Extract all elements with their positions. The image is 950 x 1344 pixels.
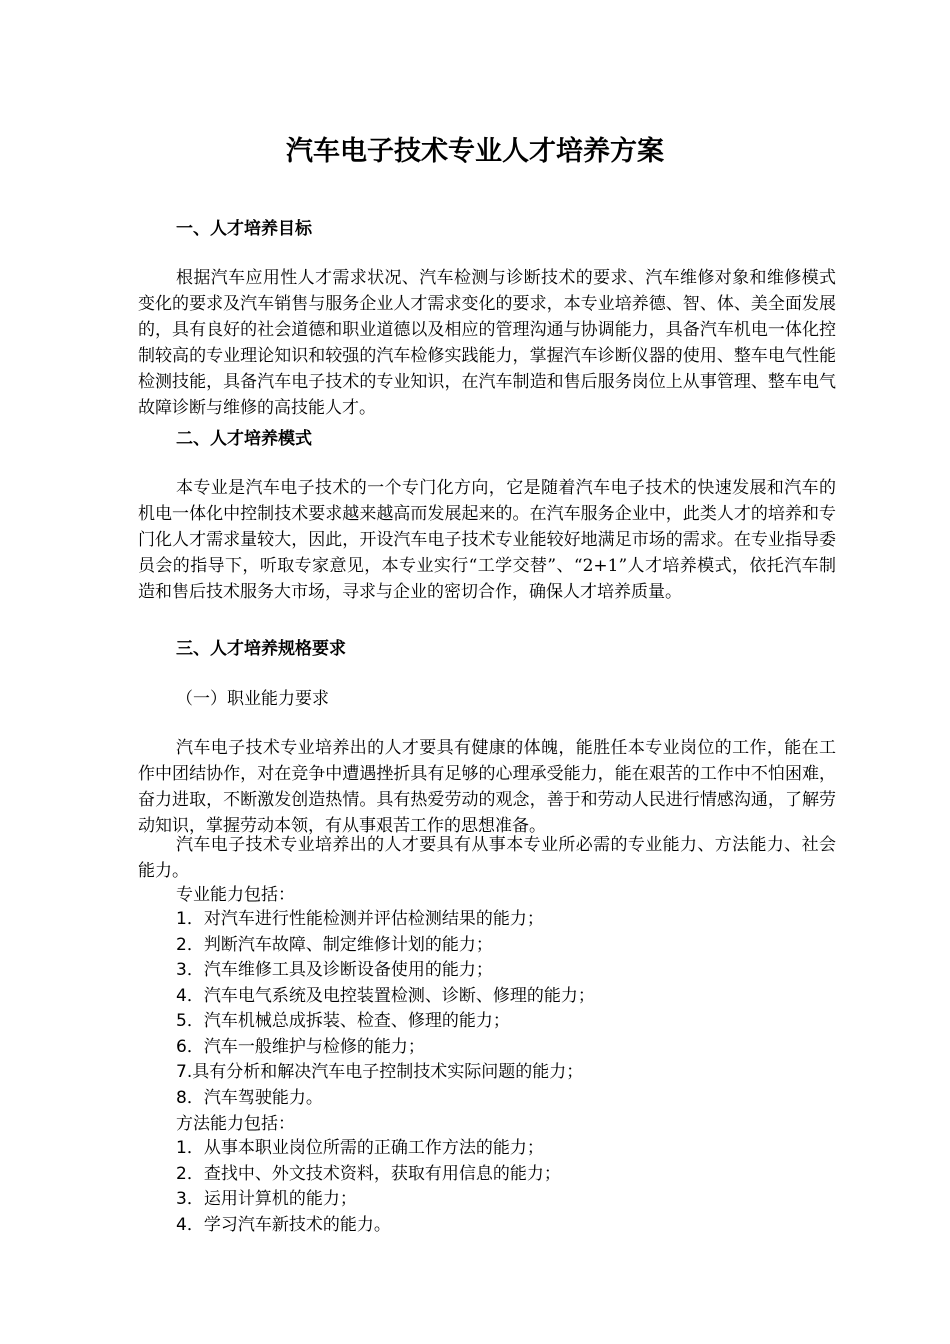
section-heading-training-mode: 二、人才培养模式	[176, 429, 312, 449]
list-item: 7.具有分析和解决汽车电子控制技术实际问题的能力；	[176, 1062, 584, 1082]
section-heading-training-goal: 一、人才培养目标	[176, 219, 312, 239]
professional-ability-label: 专业能力包括：	[176, 885, 295, 905]
list-item: 5．汽车机械总成拆装、检查、修理的能力；	[176, 1011, 510, 1031]
list-item: 3．运用计算机的能力；	[176, 1189, 357, 1209]
method-ability-label: 方法能力包括：	[176, 1114, 295, 1134]
subsection-heading-vocational-ability: （一）职业能力要求	[176, 689, 329, 709]
list-item: 1．对汽车进行性能检测并评估检测结果的能力；	[176, 909, 544, 929]
list-item: 8．汽车驾驶能力。	[176, 1087, 323, 1108]
section-heading-specification: 三、人才培养规格要求	[176, 639, 346, 659]
list-item: 2．判断汽车故障、制定维修计划的能力；	[176, 934, 493, 955]
professional-ability-list	[176, 907, 595, 1111]
list-item: 3．汽车维修工具及诊断设备使用的能力；	[176, 960, 493, 980]
list-item: 4．汽车电气系统及电控装置检测、诊断、修理的能力；	[176, 985, 595, 1006]
document-title: 汽车电子技术专业人才培养方案	[286, 136, 664, 167]
paragraph-vocational-ability: 汽车电子技术专业培养出的人才要具有健康的体魄，能胜任本专业岗位的工作，能在工作中团结协作，对在竞争中遭遇挫折具有足够的心理承受能力，能在艰苦的工作中不怕困难，奋力进取，不断激发创造热情。具有热爱劳动的观念，善于和劳动人民进行情感沟通，了解劳动知识，掌握劳动本领，有从事艰苦工作的思想准备。	[138, 738, 836, 836]
paragraph-training-goal: 根据汽车应用性人才需求状况、汽车检测与诊断技术的要求、汽车维修对象和维修模式变化的要求及汽车销售与服务企业人才需求变化的要求，本专业培养德、智、体、美全面发展的，具有良好的社会道德和职业道德以及相应的管理沟通与协调能力，具备汽车机电一体化控制较高的专业理论知识和较强的汽车检修实践能力，掌握汽车诊断仪器的使用、整车电气性能检测技能，具备汽车电子技术的专业知识，在汽车制造和售后服务岗位上从事管理、整车电气故障诊断与维修的高技能人才。	[138, 268, 836, 418]
list-item: 1．从事本职业岗位所需的正确工作方法的能力；	[176, 1138, 544, 1158]
paragraph-training-mode: 本专业是汽车电子技术的一个专门化方向，它是随着汽车电子技术的快速发展和汽车的机电一体化中控制技术要求越来越高而发展起来的。在汽车服务企业中，此类人才的培养和专门化人才需求量较大，因此，开设汽车电子技术专业能较好地满足市场的需求。在专业指导委员会的指导下，听取专家意见，本专业实行“工学交替”、“2+1”人才培养模式，依托汽车制造和售后技术服务大市场，寻求与企业的密切合作，确保人才培养质量。	[138, 478, 836, 602]
paragraph-abilities-overview: 汽车电子技术专业培养出的人才要具有从事本专业所必需的专业能力、方法能力、社会能力。	[138, 835, 836, 881]
list-item: 2．查找中、外文技术资料，获取有用信息的能力；	[176, 1163, 561, 1184]
method-ability-list	[176, 1136, 561, 1238]
list-item: 4．学习汽车新技术的能力。	[176, 1214, 391, 1235]
list-item: 6．汽车一般维护与检修的能力；	[176, 1036, 425, 1057]
